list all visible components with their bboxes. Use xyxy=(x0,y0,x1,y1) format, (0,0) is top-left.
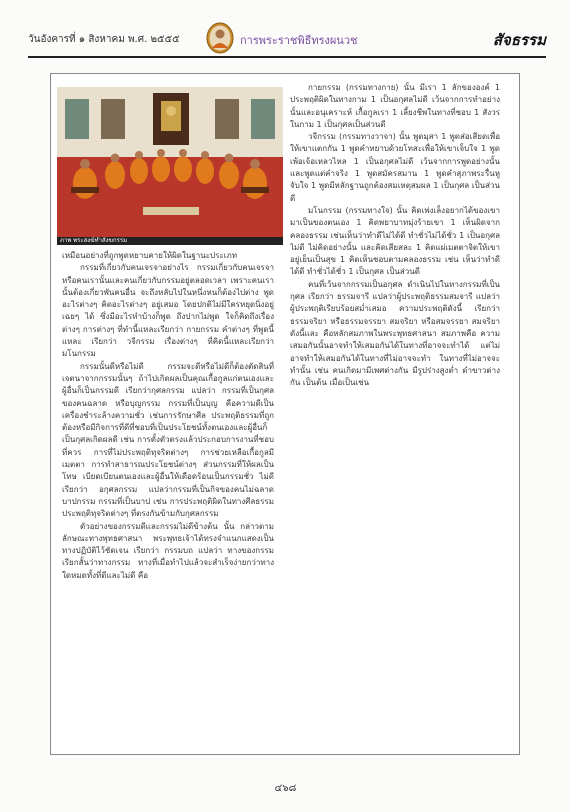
article-column-left xyxy=(62,250,274,740)
paragraph: มโนกรรม (กรรมทางใจ) นั้น คิดเพ่งเล็งอยากได้ของเขามาเป็นของตนเอง 1 คิดพยาบาทมุ่งร้ายเขา 1 เห็นผิดจากคลองธรรม เช่นเห็นว่าทำดีไม่ได้ดี ทำชั่วไม่ได้ชั่ว 1 เป็นอกุศลไม่ดี ไม่คิดอย่างนั้น และคิดเสียสละ 1 คิดแผ่เมตตาจิตให้เขาอยู่เย็นเป็นสุข 1 คิดเห็นชอบตามคลองธรรม เช่น เห็นว่าทำดีได้ดี ทำชั่วได้ชั่ว 1 เป็นกุศล เป็นส่วนดี xyxy=(290,205,500,277)
monk-portrait-emblem xyxy=(206,22,234,54)
paragraph: วจีกรรม (กรรมทางวาจา) นั้น พูดมุสา 1 พูดส่อเสียดเพื่อให้เขาแตกกัน 1 พูดคำหยาบด้วยโทสะเพื่อให้เขาเจ็บใจ 1 พูดเพ้อเจ้อเหลวไหล 1 เป็นอกุศลไม่ดี เว้นจากการพูดอย่างนั้น และพูดแต่คำจริง 1 พูดสมัครสมาน 1 พูดคำสุภาพระรื่นหูจับใจ 1 พูดมีหลักฐานถูกต้องสมเหตุสมผล 1 เป็นกุศล เป็นส่วนดี xyxy=(290,132,500,203)
photo-caption: ภาพ พระสงฆ์ทำสังฆกรรม xyxy=(60,237,128,244)
header-date: วันอังคารที่ ๑ สิงหาคม พ.ศ. ๒๕๕๕ xyxy=(28,34,180,45)
paragraph: คนที่เว้นจากกรรมเป็นอกุศล ดำเนินไปในทางกรรมที่เป็นกุศล เรียกว่า ธรรมจารี แปลว่าผู้ประพฤติธรรมสมจารี แปลว่า ผู้ประพฤติเรียบร้อยสม่ำเสมอ ความประพฤติดังนี้ เรียกว่า ธรรมจริยา หรือธรรมจรรยา สมจริยา หรือสมจรรยา สมจริยาดังนี้และ คือหลักสมภาพในพระพุทธศาสนา สมภาพคือ ความเสมอกันนั้นอาจทำให้เสมอกันได้ในทางที่อาจจะทำได้ แต่ไม่อาจทำให้เสมอกันได้ในทางที่ไม่อาจจะทำ ในทางที่ไม่อาจจะทำนั้น เช่น คนเกิดมามีเพศต่างกัน มีรูปร่างสูงต่ำ ดำขาวต่างกัน เป็นต้น เมื่อเป็นเช่น xyxy=(290,279,500,388)
publication-logo: สัจธรรม xyxy=(492,31,546,49)
paragraph: กายกรรม (กรรมทางกาย) นั้น มีเรา 1 ลักขององค์ 1 ประพฤติผิดในทางกาม 1 เป็นอกุศลไม่ดี เว้นจากการทำอย่างนั้นและอนุเคราะห์ เกื้อกูลเรา 1 เลี้ยงชีพในทางที่ชอบ 1 สังวรในกาม 1 เป็นกุศลเป็นส่วนดี xyxy=(290,83,500,129)
paragraph: กรรมนั้นดีหรือไม่ดี กรรมจะดีหรือไม่ดีก็ต้องตัดสินที่เจตนาจากกรรมนั้นๆ ถ้าไปเกิดผลเป็นคุณเกื้อกูลแก่ตนเองและผู้อื่นก็เป็นกรรมดี เรียกว่ากุศลกรรม แปลว่า กรรมที่เป็นกุศลของคนฉลาด หรือบุญกรรม กรรมที่เป็นบุญ คือความดีเป็นเครื่องชำระล้างความชั่ว เช่นการรักษาศีล ประพฤติธรรมที่ถูกต้องหรือมีกิจการที่ดีที่ชอบที่เป็นประโยชน์ทั้งตนเองและผู้อื่นก็เป็นกุศลเกิดผลดี เช่น การตั้งตัวตรงแล้วประกอบการงานที่ชอบที่ควร การที่ไม่ประพฤติทุจริตต่างๆ การช่วยเหลือเกื้อกูลมีเมตตา การทำสาธารณประโยชน์ต่างๆ ส่วนกรรมที่ให้ผลเป็นโทษ เบียดเบียนตนเองและผู้อื่นให้เดือดร้อนเป็นกรรมชั่ว ไม่ดี เรียกว่า อกุศลกรรม แปลว่ากรรมที่เป็นกิจของคนไม่ฉลาด บาปกรรม กรรมที่เป็นบาป เช่น การประพฤติผิดในทางศีลธรรม ประพฤติทุจริตต่างๆ ที่ตรงกันข้ามกับกุศลกรรม xyxy=(62,361,274,519)
header-rule xyxy=(28,56,546,58)
paragraph: กรรมที่เกี่ยวกับคนเจรจาอย่างไร กรรมเกี่ยวกับคนเจรจา หรือคนเรานั้นและคนเกี่ยวกับกรรมอยู่ตลอดเวลา เพราะคนเรานั้นต้องเกี่ยวพันคนอื่น จะถึงหลับไปในหนึ่งหนก็ต้องไปต่าง พูดอะไรต่างๆ คิดอะไรต่างๆ อยู่เสมอ โดยปกติไม่มีใครหยุดนิ่งอยู่เฉยๆ ได้ ซึ่งมีอะไรทำบ้างก็พูด ถึงปากไม่พูด ใจก็คิดถึงเรื่องต่างๆ การต่างๆ ที่ทำนี้แหละเรียกว่า กายกรรม คำต่างๆ ที่พูดนี้แหละ เรียกว่า วจีกรรม เรื่องต่างๆ ที่คิดนี้แหละเรียกว่า มโนกรรม xyxy=(62,263,274,359)
page-number: ๔๖๘ xyxy=(274,783,297,794)
header-title: การพระราชพิธีทรงผนวช xyxy=(240,34,358,47)
article-column-right xyxy=(290,82,500,742)
paragraph: ตัวอย่างของกรรมดีและกรรมไม่ดีข้างต้น นั้น กล่าวตามลักษณะทางพุทธศาสนา พระพุทธเจ้าได้ทรงจำแนกแสดงเป็นทางปฏิบัติไว้ชัดเจน เรียกว่า กรรมบถ แปลว่า ทางของกรรม เรียกสั้นว่าทางกรรม ทางที่เมื่อทำไปแล้วจะสำเร็จง่ายกว่าทางใดหมดทั้งที่ดีและไม่ดี คือ xyxy=(62,521,274,580)
page-header xyxy=(28,22,546,56)
monks-ceremony-photo xyxy=(57,87,283,245)
paragraph: เหมือนอย่างที่ถูกพูดหยาบคายให้ผิดในฐานะประเภท xyxy=(62,251,237,260)
